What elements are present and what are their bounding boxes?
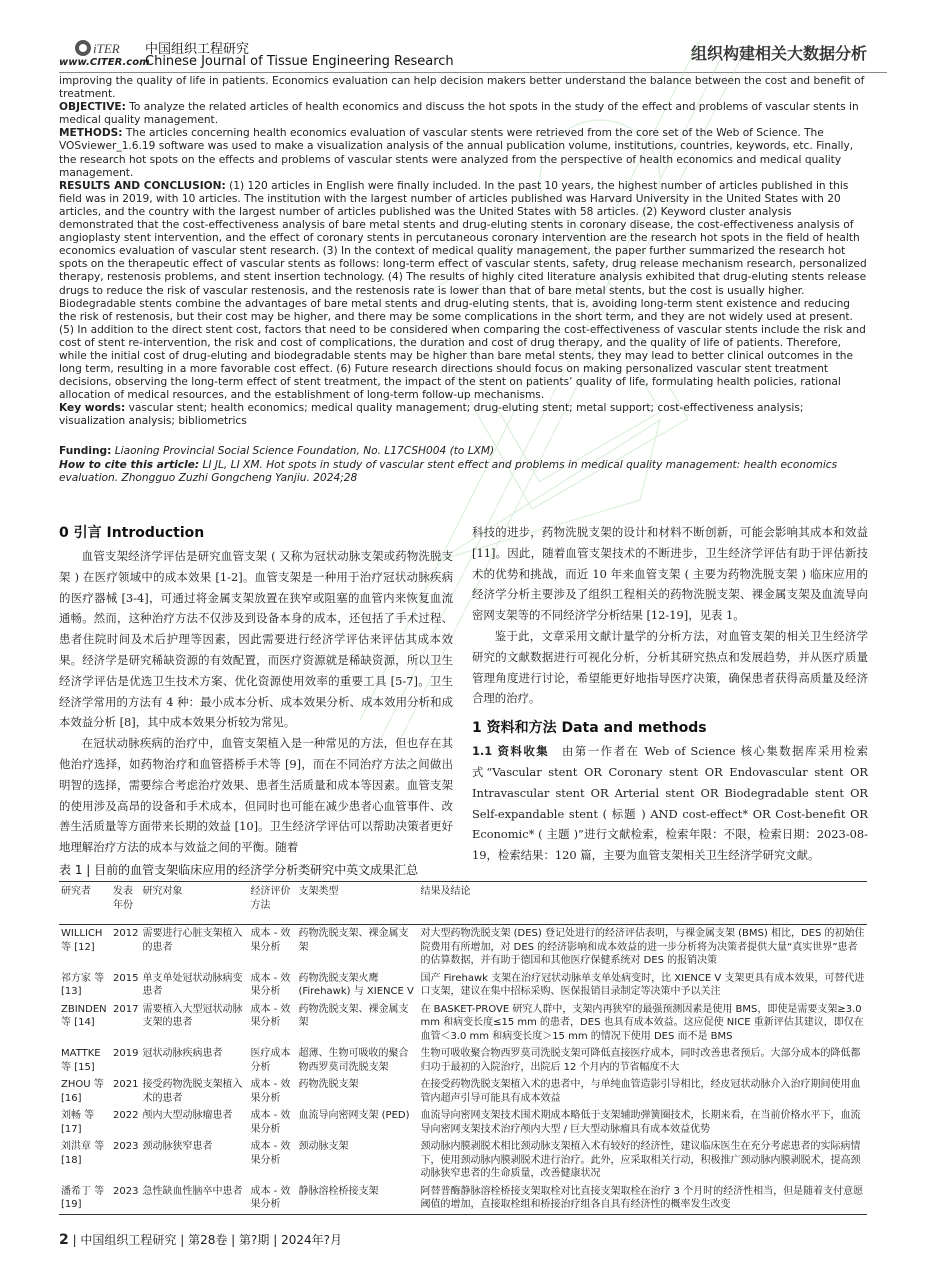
citation-text: LI JL, LI XM. Hot spots in study of vascular stent effect and problems in medical quality management: health economics evaluation. Zhongguo Zuzhi Gongcheng Yanjiu. 2024;28 [59, 458, 838, 484]
table-cell: 颈动脉狭窄患者 [142, 1141, 213, 1152]
section-1-title: 1 资料和方法 Data and methods [472, 720, 707, 737]
table-cell: 颈动脉内膜剥脱术相比颈动脉支架植入术有较好的经济性，建议临床医生在充分考虑患者的实际病情下，使用颈动脉内膜剥脱术进行治疗。此外，应采取相关行动，积极推广颈动脉内膜剥脱术，提高颈动脉狭窄患者的生命质量，改善健康状况 [420, 1141, 861, 1179]
table-cell: 成本 - 效果分析 [250, 1003, 291, 1028]
table-header-cell: 经济评价方法 [248, 882, 296, 925]
table-cell: 药物洗脱支架、裸金属支架 [298, 1003, 409, 1028]
table-cell: 成本 - 效果分析 [250, 1079, 291, 1104]
table-cell: 刘畅 等 [17] [61, 1110, 95, 1135]
header-divider [59, 72, 887, 73]
body-paragraph [472, 741, 868, 866]
table-cell: 2023 [111, 1183, 140, 1215]
journal-name-en: Chinese Journal of Tissue Engineering Research [145, 54, 454, 69]
page-footer [59, 1231, 342, 1248]
funding-line [59, 445, 867, 459]
table-cell: 2022 [113, 1110, 139, 1121]
table-cell: 2012 [113, 928, 139, 939]
abstract-objective [59, 101, 867, 127]
section-0-title: 0 引言 Introduction [59, 525, 205, 541]
article-meta [59, 445, 867, 486]
table-cell: 成本 - 效果分析 [250, 1141, 291, 1166]
table-header-cell: 支架类型 [296, 882, 418, 925]
table-cell: 冠状动脉疾病患者 [142, 1048, 223, 1059]
table-cell: 刘洪章 等 [18] [61, 1141, 105, 1166]
abstract-keywords [59, 402, 867, 428]
body-column-left [59, 522, 453, 858]
table-cell: 2021 [113, 1079, 139, 1090]
table-cell: 对大型药物洗脱支架 (DES) 登记处进行的经济评估表明，与裸金属支架 (BMS) 相比，DES 的初始住院费用有所增加，对 DES 的经济影响和成本效益的进一步分析将为决策者提供大量“真实世界”患者的估算数据，并有助于德国和其他医疗保健系统对 DES 的报销决策 [420, 928, 865, 966]
citation-line [59, 459, 867, 486]
table-cell: 血流导向密网支架技术围术期成本略低于支架辅助弹簧圈技术，长期来看，在当前价格水平下，血流导向密网支架技术治疗颅内大型 / 巨大型动脉瘤具有成本效益优势 [420, 1110, 861, 1135]
table-cell: ZBINDEN 等 [14] [61, 1003, 107, 1028]
table-cell: 颅内大型动脉瘤患者 [142, 1110, 233, 1121]
table-cell: 药物洗脱支架、裸金属支架 [298, 928, 409, 953]
table-cell: 单支单处冠状动脉病变患者 [142, 972, 243, 997]
subsection-1-1-title: 1.1 资料收集 [472, 744, 550, 759]
table-cell: 成本 - 效果分析 [250, 1110, 291, 1135]
table-row [59, 925, 867, 970]
funding-text: Liaoning Provincial Social Science Foundation, No. L17CSH004 (to LXM) [111, 445, 495, 457]
methods-text: The articles concerning health economics evaluation of vascular stents were retrieved from the core set of the Web of Science. The VOSviewer_1.6.19 software was used to make a visualization analysis of the annual publication volume, institutions, countries, keywords, etc. Finally, the research hot spots on the effects and problems of vascular stents were analyzed from the perspective of health economics and medical quality management. [59, 127, 854, 179]
funding-label: Funding: [59, 445, 112, 457]
results-label: RESULTS AND CONCLUSION: [59, 179, 226, 192]
table-cell: 2023 [113, 1141, 139, 1152]
table-row [59, 1001, 867, 1046]
table-cell: 在 BASKET-PROVE 研究人群中，支架内再狭窄的最强预测因素是使用 BMS，即使是需要支架≥3.0 mm 和病变长度≤15 mm 的患者，DES 也具有成本效益。这应促使 NICE 重新评估其建议，即仅在血管＜3.0 mm 和病变长度＞15 mm 的情况下使用 DES 而不是 BMS [420, 1003, 864, 1042]
table-header-cell: 发表年份 [111, 882, 140, 925]
table-cell: 成本 - 效果分析 [250, 928, 291, 953]
abstract-intro-tail: improving the quality of life in patients. Economics evaluation can help decision makers better understand the balance between the cost and benefit of treatment. [59, 75, 865, 101]
abstract-results [59, 180, 867, 403]
table-cell: 阿替普酶静脉溶栓桥接支架取栓对比直接支架取栓在治疗 3 个月时的经济性相当，但是随着支付意愿阈值的增加，直接取栓组和桥接治疗组各自具有经济性的概率发生改变 [418, 1183, 867, 1215]
results-table [59, 881, 867, 1215]
table-header-cell: 结果及结论 [418, 882, 867, 925]
table-row [59, 970, 867, 1001]
table-row [59, 1076, 867, 1107]
section-heading: 组织构建相关大数据分析 [690, 44, 867, 63]
table-cell: 成本 - 效果分析 [248, 1183, 296, 1215]
page-number: 2 [59, 1232, 69, 1248]
svg-text:iTER: iTER [93, 41, 120, 56]
journal-name-cn: 中国组织工程研究 [145, 42, 250, 57]
methods-label: METHODS: [59, 127, 123, 140]
abstract-block [59, 75, 867, 429]
table-row [59, 1183, 867, 1215]
footer-journal-info: | 中国组织工程研究 | 第28卷 | 第?期 | 2024年?月 [68, 1233, 342, 1247]
keywords-label: Key words: [59, 402, 126, 415]
table-row [59, 1107, 867, 1138]
objective-label: OBJECTIVE: [59, 101, 126, 114]
table-cell: 2019 [113, 1048, 139, 1059]
table-cell: 超薄、生物可吸收的聚合物西罗莫司洗脱支架 [298, 1048, 409, 1073]
table-title: 表 1 | 目前的血管支架临床应用的经济学分析类研究中英文成果汇总 [59, 863, 419, 877]
page-header [59, 36, 887, 70]
journal-url: www.CITER.com [59, 57, 150, 68]
table-row [59, 1138, 867, 1183]
table-cell: 需要进行心脏支架植入的患者 [142, 928, 243, 953]
keywords-text: vascular stent; health economics; medical quality management; drug-eluting stent; metal support; cost-effectiveness analysis; visualization analysis; bibliometrics [59, 402, 804, 428]
table-cell: 接受药物洗脱支架植入术的患者 [142, 1079, 243, 1104]
table-cell: 药物洗脱支架 [298, 1079, 359, 1090]
table-cell: MATTKE 等 [15] [61, 1048, 101, 1073]
table-header-row [59, 882, 867, 925]
table-cell: 急性缺血性脑卒中患者 [140, 1183, 248, 1215]
table-cell: 药物洗脱支架火鹰 (Firehawk) 与 XIENCE V [298, 972, 414, 997]
body-paragraph: 在冠状动脉疾病的治疗中，血管支架植入是一种常见的方法，但也存在其他治疗选择，如药物治疗和血管搭桥手术等 [9]，而在不同治疗方法之间做出明智的选择，需要综合考虑治疗效果、患者生活质量和成本等因素。血管支架的使用涉及高昂的设备和手术成本，但同时也可能在减少患者心血管事件、改善生活质量等方面带来长期的效益 [10]。卫生经济学评估可以帮助决策者更好地理解治疗方法的成本与效益之间的平衡。随着 [59, 736, 453, 855]
body-paragraph: 鉴于此，文章采用文献计量学的分析方法，对血管支架的相关卫生经济学研究的文献数据进行可视化分析，分析其研究热点和发展趋势，并从医疗质量管理角度进行讨论，希望能更好地指导医疗决策，确保患者获得高质量及经济合理的治疗。 [472, 628, 868, 706]
table-cell: 颈动脉支架 [298, 1141, 349, 1152]
table-cell: 医疗成本分析 [250, 1048, 291, 1073]
table-cell: 血流导向密网支架 (PED) [298, 1110, 410, 1121]
table-cell: 2015 [113, 972, 139, 984]
objective-text: To analyze the related articles of health economics and discuss the hot spots in the study of the effect and problems of vascular stents in medical quality management. [59, 101, 859, 127]
table-cell: WILLICH 等 [12] [61, 928, 103, 953]
table-cell: 2017 [113, 1003, 139, 1015]
table-cell: ZHOU 等 [16] [61, 1079, 104, 1104]
table-cell: 成本 - 效果分析 [250, 972, 291, 997]
abstract-methods [59, 127, 867, 179]
results-text: (1) 120 articles in English were finally included. In the past 10 years, the highest number of articles published in this field was in 2019, with 10 articles. The institution with the largest number of articles published was Harvard University in the United States with 20 articles, and the country with the largest number of articles published was the United States with 58 articles. (2) Keyword cluster analysis demonstrated that the cost-effectiveness analysis of bare metal stents and drug-eluting stents in coronary disease, the cost-effectiveness analysis of angioplasty stent intervention, and the effect of coronary stents in percutaneous coronary intervention are the research hot spots in the field of health economics evaluation of vascular stent research. (3) In the context of medical quality management, the paper further summarized the research hot spots on the therapeutic effect of vascular stents as follows: long-term effect of vascular stents, safety, drug release mechanism research, personalized therapy, restenosis problems, and stent insertion technology. (4) The results of highly cited literature analysis exhibited that drug-eluting stents release drugs to reduce the risk of vascular restenosis, and the restenosis rate is lower than that of bare metal stents, but the cost is usually higher. Biodegradable stents combine the advantages of bare metal stents and drug-eluting stents, that is, avoiding long-term stent existence and reducing the risk of restenosis, but their cost may be higher, and there may be some complications in the short term, and they are not widely used at present. (5) In addition to the direct stent cost, factors that need to be considered when comparing the cost-effectiveness of vascular stents include the risk and cost of stent re-intervention, the risk and cost of complications, the duration and cost of drug therapy, and the quality of life of patients. Therefore, while the initial cost of drug-eluting and biodegradable stents may be higher than bare metal stents, they may lead to better clinical outcomes in the long term, resulting in a more favorable cost effect. (6) Future research directions should focus on making personalized vascular stent treatment decisions, observing the long-term effect of stent treatment, the impact of the stent on patients’ quality of life, formulating health policies, rational allocation of medical resources, and the establishment of long-term follow-up mechanisms. [59, 179, 867, 402]
table-header-cell: 研究对象 [140, 882, 248, 925]
table-cell: 需要植入大型冠状动脉支架的患者 [142, 1003, 243, 1028]
body-paragraph: 血管支架经济学评估是研究血管支架 ( 又称为冠状动脉支架或药物洗脱支架 ) 在医疗领域中的成本效果 [1-2]。血管支架是一种用于治疗冠状动脉疾病的医疗器械 [3-4]，可通过将金属支架放置在狭窄或阻塞的血管内来恢复血流通畅。然而，这种治疗方法不仅涉及到设备本身的成本，还包括了手术过程、患者住院时间及术后护理等因素，因此需要进行经济学评估来评估其成本效果。经济学是研究稀缺资源的有效配置，而医疗资源就是稀缺资源，所以卫生经济学评估是优选卫生技术方案、优化资源使用效率的重要工具 [5-7]。卫生经济学常用的方法有 4 种：最小成本分析、成本效果分析、成本效用分析和成本效益分析 [8]，其中成本效果分析较为常见。 [59, 549, 453, 730]
body-column-right [472, 522, 868, 866]
table-header-cell: 研究者 [59, 882, 111, 925]
citation-label: How to cite this article: [59, 458, 200, 471]
table-cell: 静脉溶栓桥接支架 [296, 1183, 418, 1215]
body-paragraph: 科技的进步，药物洗脱支架的设计和材料不断创新，可能会影响其成本和效益 [11]。因此，随着血管支架技术的不断进步，卫生经济学评估有助于评估新技术的优势和挑战，而近 10 年来血管支架 ( 主要为药物洗脱支架 ) 临床应用的经济学分析主要涉及了组织工程相关的药物洗脱支架、裸金属支架及血流导向密网支架等的不同经济学分析结果 [12-19]，见表 1。 [472, 525, 868, 623]
table-cell: 潘希丁 等 [19] [59, 1183, 111, 1215]
table-cell: 生物可吸收聚合物西罗莫司洗脱支架可降低直接医疗成本，同时改善患者预后。大部分成本的降低都归功于最初的入院治疗，出院后 12 个月内的节省幅度不大 [420, 1048, 861, 1073]
table-cell: 国产 Firehawk 支架在治疗冠状动脉单支单处病变时，比 XIENCE V 支架更具有成本效果，可替代进口支架，建议在集中招标采购、医保报销目录制定等决策中予以关注 [420, 972, 865, 997]
table-row [59, 1045, 867, 1076]
table-cell: 在接受药物洗脱支架植入术的患者中，与单纯血管造影引导相比，经皮冠状动脉介入治疗期间使用血管内超声引导可能具有成本效益 [420, 1079, 861, 1104]
table-cell: 祁方家 等 [13] [61, 972, 105, 997]
subsection-1-1-text: 由第一作者在 Web of Science 核心集数据库采用检索式“Vascular stent OR Coronary stent OR Endovascular stent OR Intravascular stent OR Arterial stent OR Biodegradable stent OR Self-expandable stent ( 标题 ) AND cost-effect* OR Cost-benefit OR Economic* ( 主题 )”进行文献检索，检索年限：不限，检索日期：2023-08-19，检索结果：120 篇，主要为血管支架相关卫生经济学研究文献。 [472, 744, 868, 863]
